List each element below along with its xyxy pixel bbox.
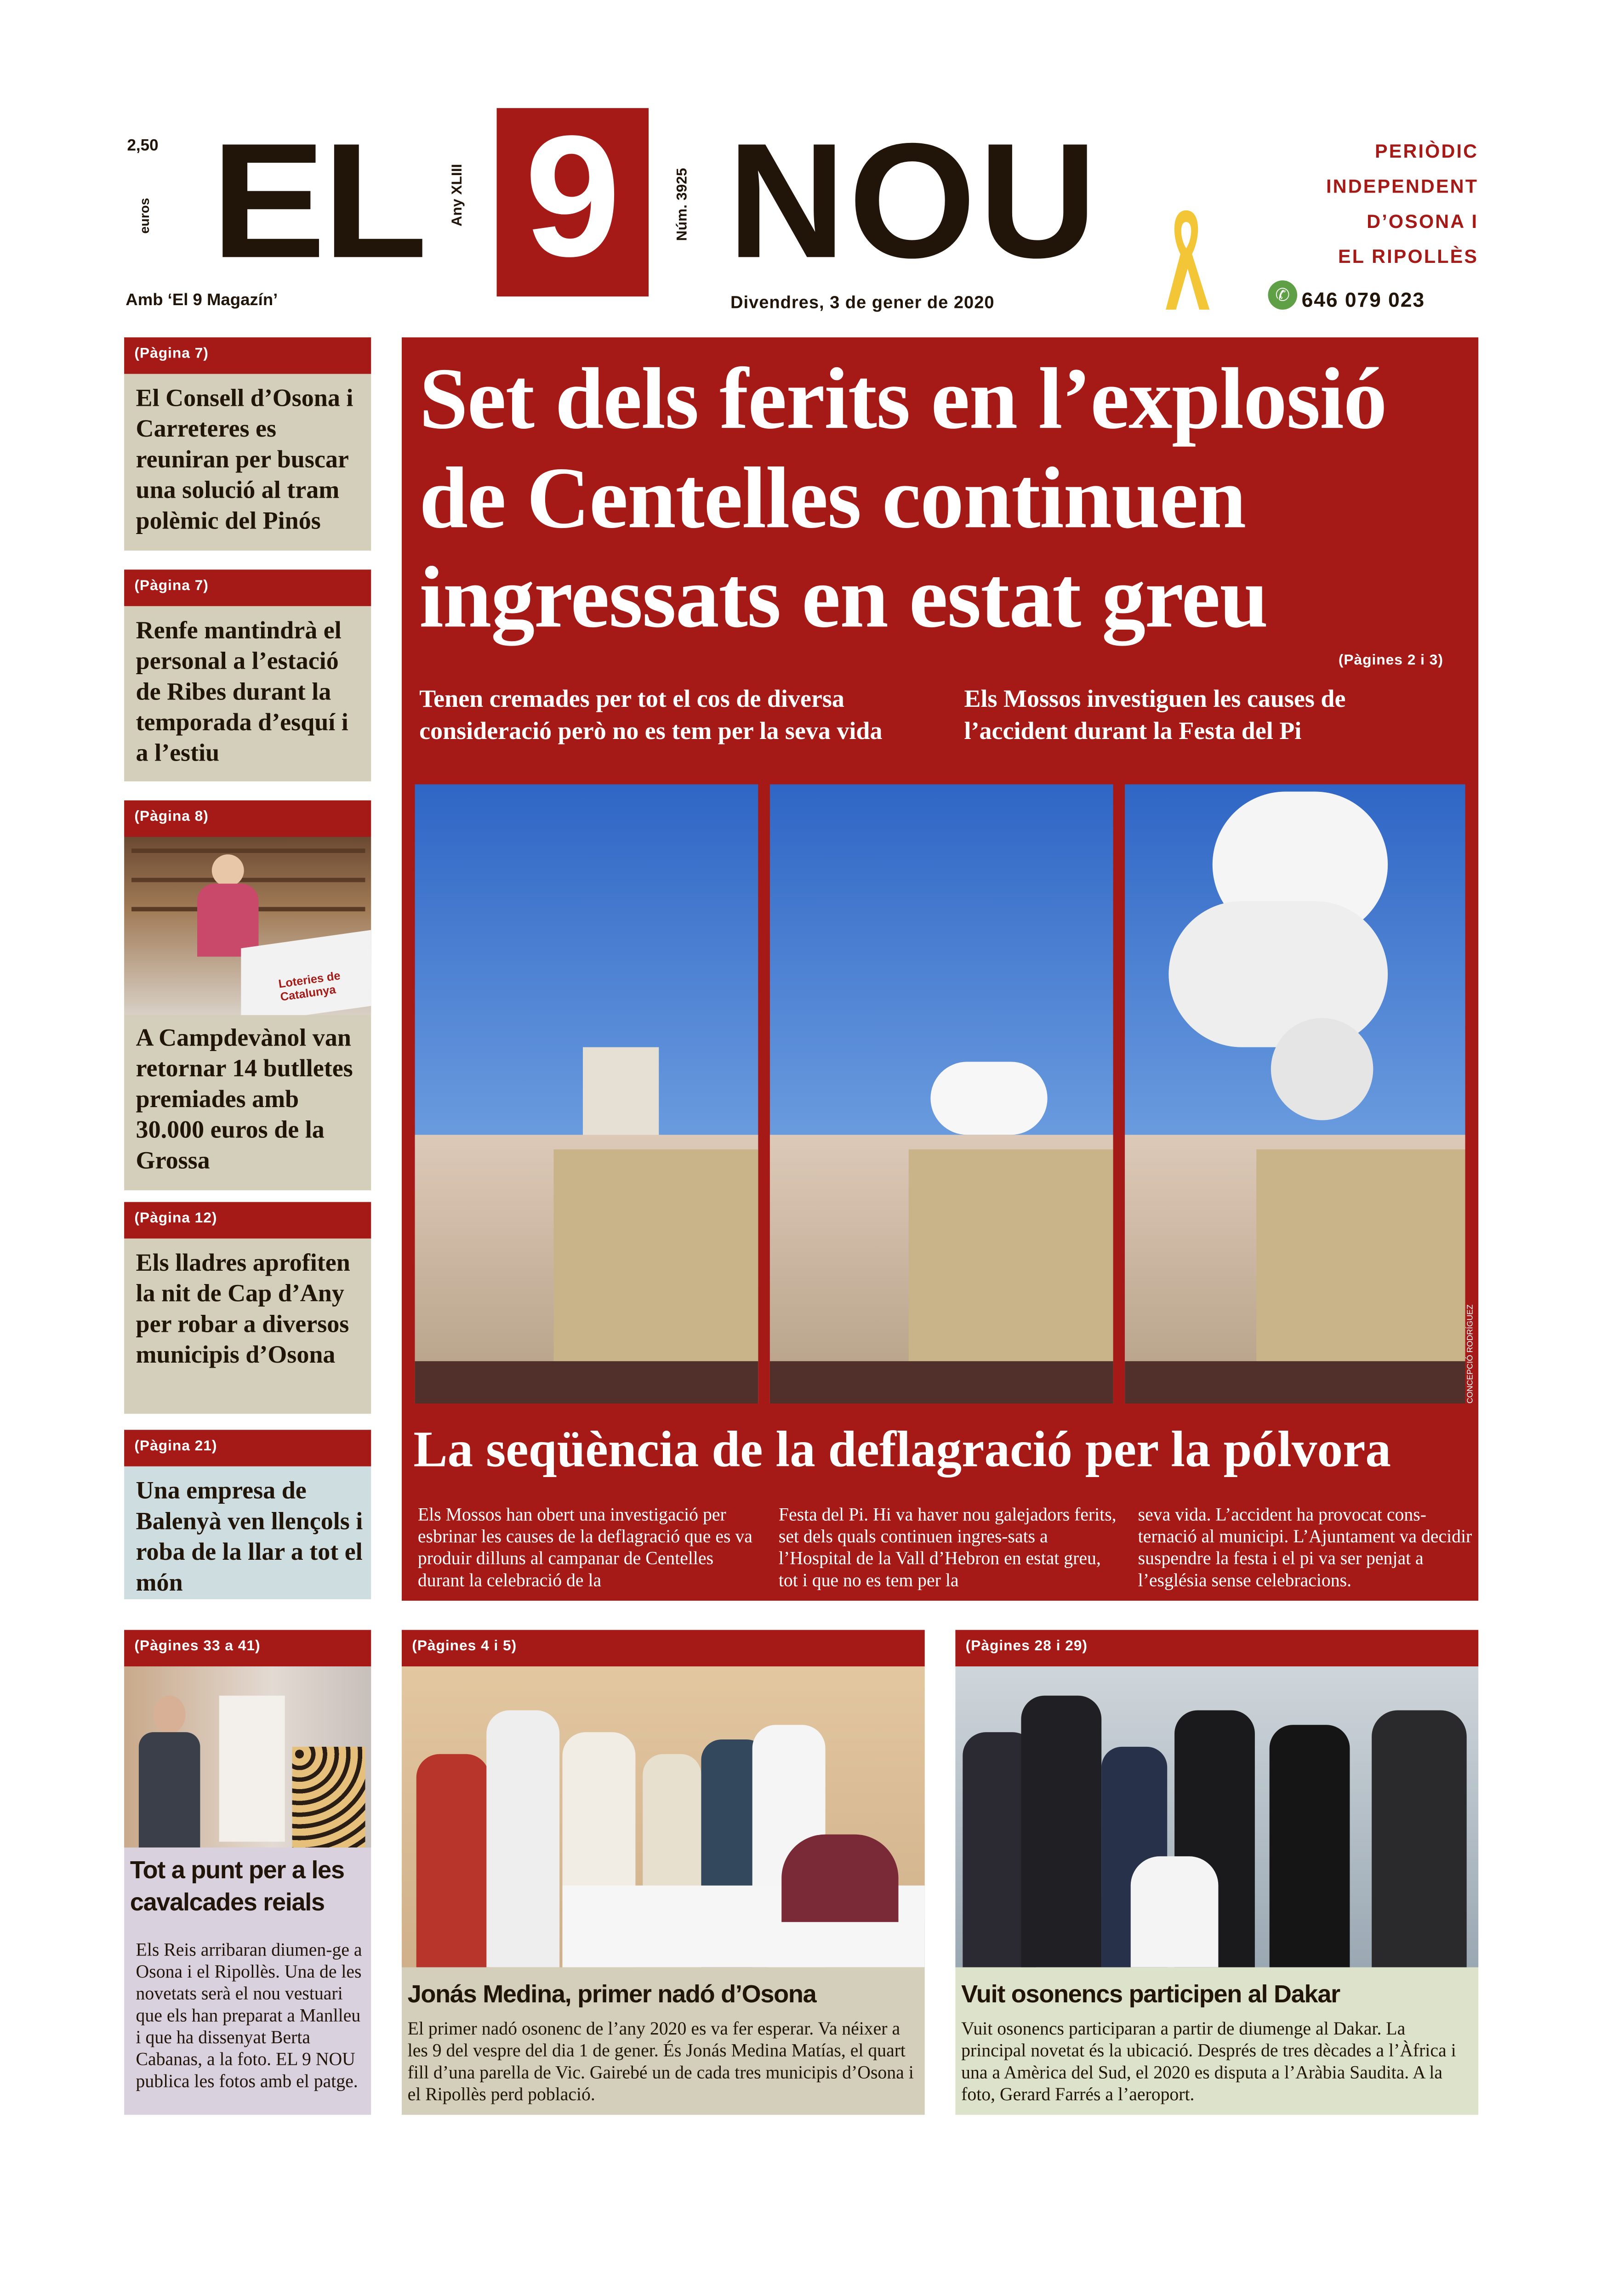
sidebar-story[interactable] xyxy=(124,337,371,551)
story-title: Vuit osonencs participen al Dakar xyxy=(961,1980,1340,2008)
yellow-ribbon-icon xyxy=(1157,205,1215,314)
price: 2,50 xyxy=(127,137,159,155)
tagline-line: D’OSONA I xyxy=(1367,210,1479,233)
story-title: Jonás Medina, primer nadó d’Osona xyxy=(407,1980,816,2008)
story-title: A Campdevànol van retornar 14 butlletes premiades amb 30.000 euros de la Grossa xyxy=(136,1023,353,1175)
page-reference: (Pàgines 2 i 3) xyxy=(1338,653,1443,669)
tagline-line: INDEPENDENT xyxy=(1326,175,1479,198)
story-body: Els Reis arribaran diumen-ge a Osona i el Ripollès. Una de les novetats serà el nou vestuari que els han preparat a Manlleu i que ha dissenyat Berta Cabanas, a la foto. EL 9 NOU publica les fotos amb el patge. xyxy=(136,1939,362,2091)
issue-number: Núm. 3925 xyxy=(675,168,691,241)
story-title: Una empresa de Balenyà ven llençols i roba de la llar a tot el món xyxy=(136,1476,363,1597)
tagline-line: EL RIPOLLÈS xyxy=(1338,245,1479,267)
sidebar-story[interactable] xyxy=(124,569,371,781)
sidebar-story[interactable] xyxy=(124,1430,371,1599)
photo-credit: CONCEPCIÓ RODRÍGUEZ xyxy=(1466,1304,1476,1404)
costume-designer-photo xyxy=(124,1666,371,1847)
lead-headline: Set dels ferits en l’explosió de Centelles continuen ingressats en estat greu xyxy=(419,350,1387,646)
logo-el: EL xyxy=(211,109,425,292)
hospital-group-photo xyxy=(402,1666,925,1967)
sidebar-story[interactable] xyxy=(124,801,371,1191)
supplement-note: Amb ‘El 9 Magazín’ xyxy=(125,292,278,310)
currency: euros xyxy=(137,198,152,234)
photo-sign-text: Loteries de Catalunya xyxy=(277,969,342,1004)
lead-body-column: Festa del Pi. Hi va haver nou galejadors ferits, set dels quals continuen ingres-sats a l’Hospital de la Vall d’Hebron en estat greu, tot i que no es tem per la xyxy=(778,1504,1117,1591)
lead-body-column: Els Mossos han obert una investigació per esbrinar les causes de la deflagració que es va produir dilluns al campanar de Centelles durant la celebració de la xyxy=(417,1504,752,1591)
story-title: Renfe mantindrà el personal a l’estació de Ribes durant la temporada d’esquí i a l’estiu xyxy=(136,616,348,767)
page-reference: (Pàgines 4 i 5) xyxy=(402,1630,925,1666)
lead-body-column: seva vida. L’accident ha provocat cons-ternació al municipi. L’Ajuntament va decidir suspendre la festa i el pi va ser penjat a l’església sense celebracions. xyxy=(1138,1504,1472,1591)
lead-subhead: Els Mossos investiguen les causes de l’accident durant la Festa del Pi xyxy=(964,685,1346,745)
bottom-story-cavalcades[interactable] xyxy=(124,1630,371,2115)
page-reference: (Pàgina 12) xyxy=(124,1202,371,1238)
page-reference: (Pàgines 28 i 29) xyxy=(955,1630,1478,1666)
whatsapp-icon: ✆ xyxy=(1268,280,1298,310)
logo-9-box xyxy=(497,101,649,296)
lottery-shop-photo xyxy=(124,837,371,1015)
logo-9: 9 xyxy=(524,101,621,294)
sidebar-story[interactable] xyxy=(124,1202,371,1414)
story-body: Vuit osonencs participaran a partir de diumenge al Dakar. La principal novetat és la ubicació. Després de tres dècades a l’Àfrica i una a Amèrica del Sud, el 2020 es disputa a l’Aràbia Saudita. A la foto, Gerard Farrés a l’aeroport. xyxy=(961,2018,1456,2105)
tagline-line: PERIÒDIC xyxy=(1374,140,1479,162)
story-title: Els lladres aprofiten la nit de Cap d’Any per robar a diversos municipis d’Osona xyxy=(136,1249,350,1369)
page-reference: (Pàgina 7) xyxy=(124,569,371,606)
explosion-sequence-photo-1 xyxy=(415,784,758,1404)
lead-subhead: Tenen cremades per tot el cos de diversa consideració però no es tem per la seva vida xyxy=(419,685,883,745)
photo-caption-title: La seqüència de la deflagració per la pólvora xyxy=(413,1421,1391,1478)
page-reference: (Pàgina 8) xyxy=(124,801,371,837)
story-body: El primer nadó osonenc de l’any 2020 es va fer esperar. Va néixer a les 9 del vespre del dia 1 de gener. És Jonás Medina Matías, el quart fill d’una parella de Vic. Gairebé un de cada tres municipis d’Osona i el Ripollès perd població. xyxy=(407,2018,914,2105)
issue-date: Divendres, 3 de gener de 2020 xyxy=(730,292,995,313)
whatsapp-phone[interactable]: 646 079 023 xyxy=(1301,288,1425,311)
bottom-story-dakar[interactable] xyxy=(955,1630,1478,2115)
lead-story[interactable] xyxy=(402,337,1478,1601)
explosion-sequence-photo-2 xyxy=(770,784,1113,1404)
explosion-sequence-photo-3 xyxy=(1125,784,1465,1404)
page-reference: (Pàgina 7) xyxy=(124,337,371,374)
airport-group-photo xyxy=(955,1666,1478,1967)
bottom-story-first-baby[interactable] xyxy=(402,1630,925,2115)
tagline xyxy=(1256,134,1478,274)
logo-nou: NOU xyxy=(727,109,1100,292)
story-title: Tot a punt per a les cavalcades reials xyxy=(130,1856,344,1916)
year-volume: Any XLIII xyxy=(450,164,466,227)
page-reference: (Pàgina 21) xyxy=(124,1430,371,1466)
page-reference: (Pàgines 33 a 41) xyxy=(124,1630,371,1666)
story-title: El Consell d’Osona i Carreteres es reuniran per buscar una solució al tram polèmic del Pinós xyxy=(136,384,353,535)
